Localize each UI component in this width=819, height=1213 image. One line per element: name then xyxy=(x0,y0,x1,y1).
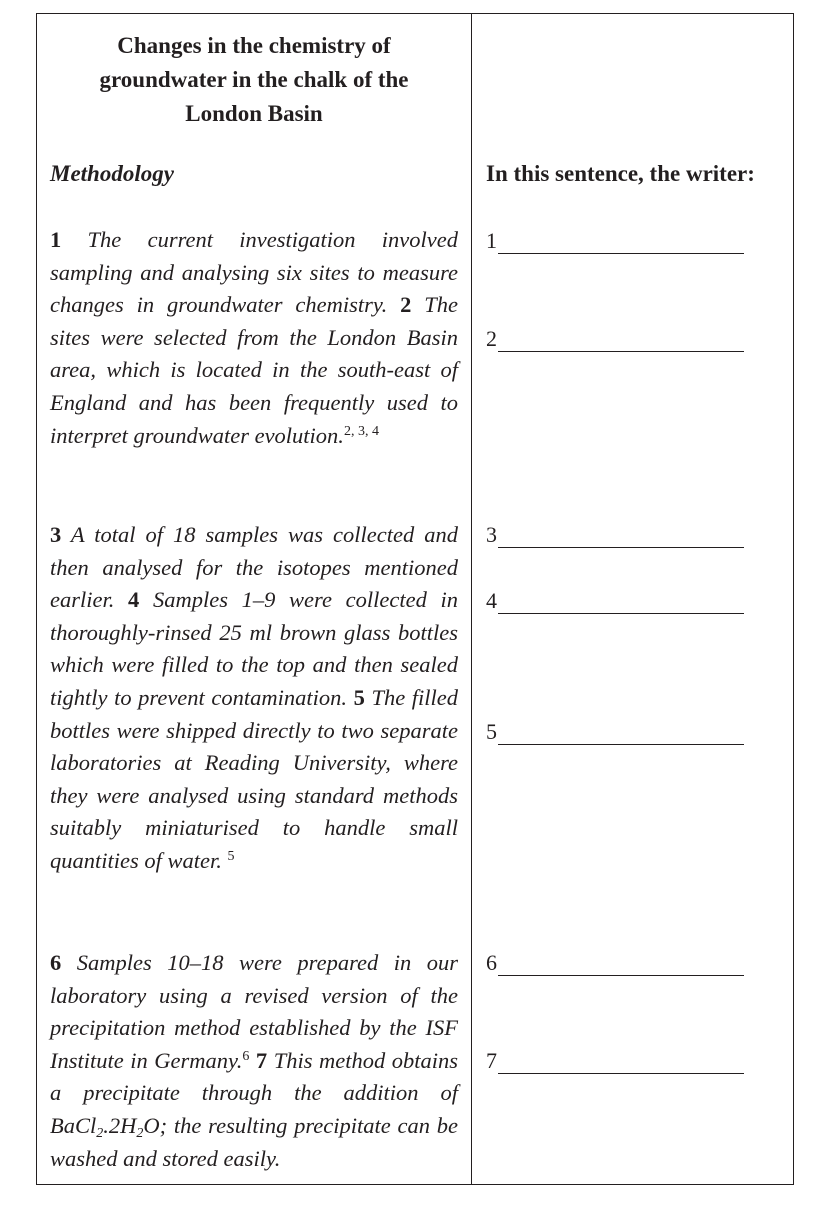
sentence-number: 4 xyxy=(128,587,140,613)
sentence-text: The current investigation involved sampling and analysing six sites to measure changes in groundwater chemistry. xyxy=(50,227,459,318)
section-heading: Methodology xyxy=(50,161,174,186)
sentence-number: 3 xyxy=(50,522,62,547)
title-line-2: groundwater in the chalk of the xyxy=(99,67,409,92)
paragraph-3 xyxy=(50,947,458,1175)
answer-blank-4[interactable] xyxy=(486,588,744,614)
reference-superscript: 2, 3, 4 xyxy=(343,423,379,439)
column-divider xyxy=(471,13,472,1185)
answer-number: 5 xyxy=(486,719,497,744)
sentence-text: Samples 10–18 were prepared in our laboratory using a revised version of the precipitation method established by the ISF Institute in Germany. xyxy=(50,950,459,1073)
answer-blank-6[interactable] xyxy=(486,950,744,976)
answer-number: 6 xyxy=(486,950,497,975)
sentence-text: The sites were selected from the London Basin area, which is located in the south-east of England and has been frequently used to interpret groundwater evolution. xyxy=(50,292,459,448)
answer-number: 2 xyxy=(486,326,497,351)
sentence-text: Samples 1–9 were collected in thoroughly-rinsed 25 ml brown glass bottles which were filled to the top and then sealed tightly to prevent contamination. xyxy=(50,587,458,710)
answer-line[interactable] xyxy=(498,233,744,254)
answer-line[interactable] xyxy=(498,527,744,548)
answer-blank-1[interactable] xyxy=(486,228,744,254)
title-line-1: Changes in the chemistry of xyxy=(117,33,391,58)
paragraph-1 xyxy=(50,224,458,452)
answer-number: 1 xyxy=(486,228,497,253)
answer-line[interactable] xyxy=(498,593,744,614)
title-line-3: London Basin xyxy=(185,101,323,126)
sentence-number: 7 xyxy=(255,1047,268,1073)
answer-number: 7 xyxy=(486,1048,497,1073)
sentence-text: A total of 18 samples was collected and then analysed for the isotopes mentioned earlier. xyxy=(50,522,458,613)
answer-number: 3 xyxy=(486,522,497,547)
answer-blank-5[interactable] xyxy=(486,719,744,745)
sentence-number: 6 xyxy=(50,950,62,975)
reference-superscript: 5 xyxy=(227,848,235,864)
answer-line[interactable] xyxy=(498,331,744,352)
answer-blank-7[interactable] xyxy=(486,1048,744,1074)
answer-blank-2[interactable] xyxy=(486,326,744,352)
subscript: 2 xyxy=(96,1125,104,1141)
sentence-text: This method obtains a precipitate through the addition of BaCl xyxy=(50,1047,459,1138)
sentence-text: The filled bottles were shipped directly to two separate laboratories at Reading University, where they were analysed using standard methods suitably miniaturised to handle small quantities of water. xyxy=(50,684,459,873)
paragraph-2 xyxy=(50,519,458,878)
document-title xyxy=(50,29,458,131)
sentence-number: 1 xyxy=(50,227,62,252)
right-column-heading: In this sentence, the writer: xyxy=(486,161,755,186)
answer-line[interactable] xyxy=(498,724,744,745)
reference-superscript: 6 xyxy=(242,1048,250,1064)
sentence-text: O; the resulting precipitate can be washed and stored easily. xyxy=(50,1112,458,1171)
answer-blank-3[interactable] xyxy=(486,522,744,548)
answer-number: 4 xyxy=(486,588,497,613)
answer-line[interactable] xyxy=(498,1053,744,1074)
sentence-number: 2 xyxy=(400,292,412,318)
sentence-number: 5 xyxy=(353,684,365,710)
answer-line[interactable] xyxy=(498,955,744,976)
sentence-text: .2H xyxy=(103,1112,137,1138)
subscript: 2 xyxy=(136,1125,144,1141)
